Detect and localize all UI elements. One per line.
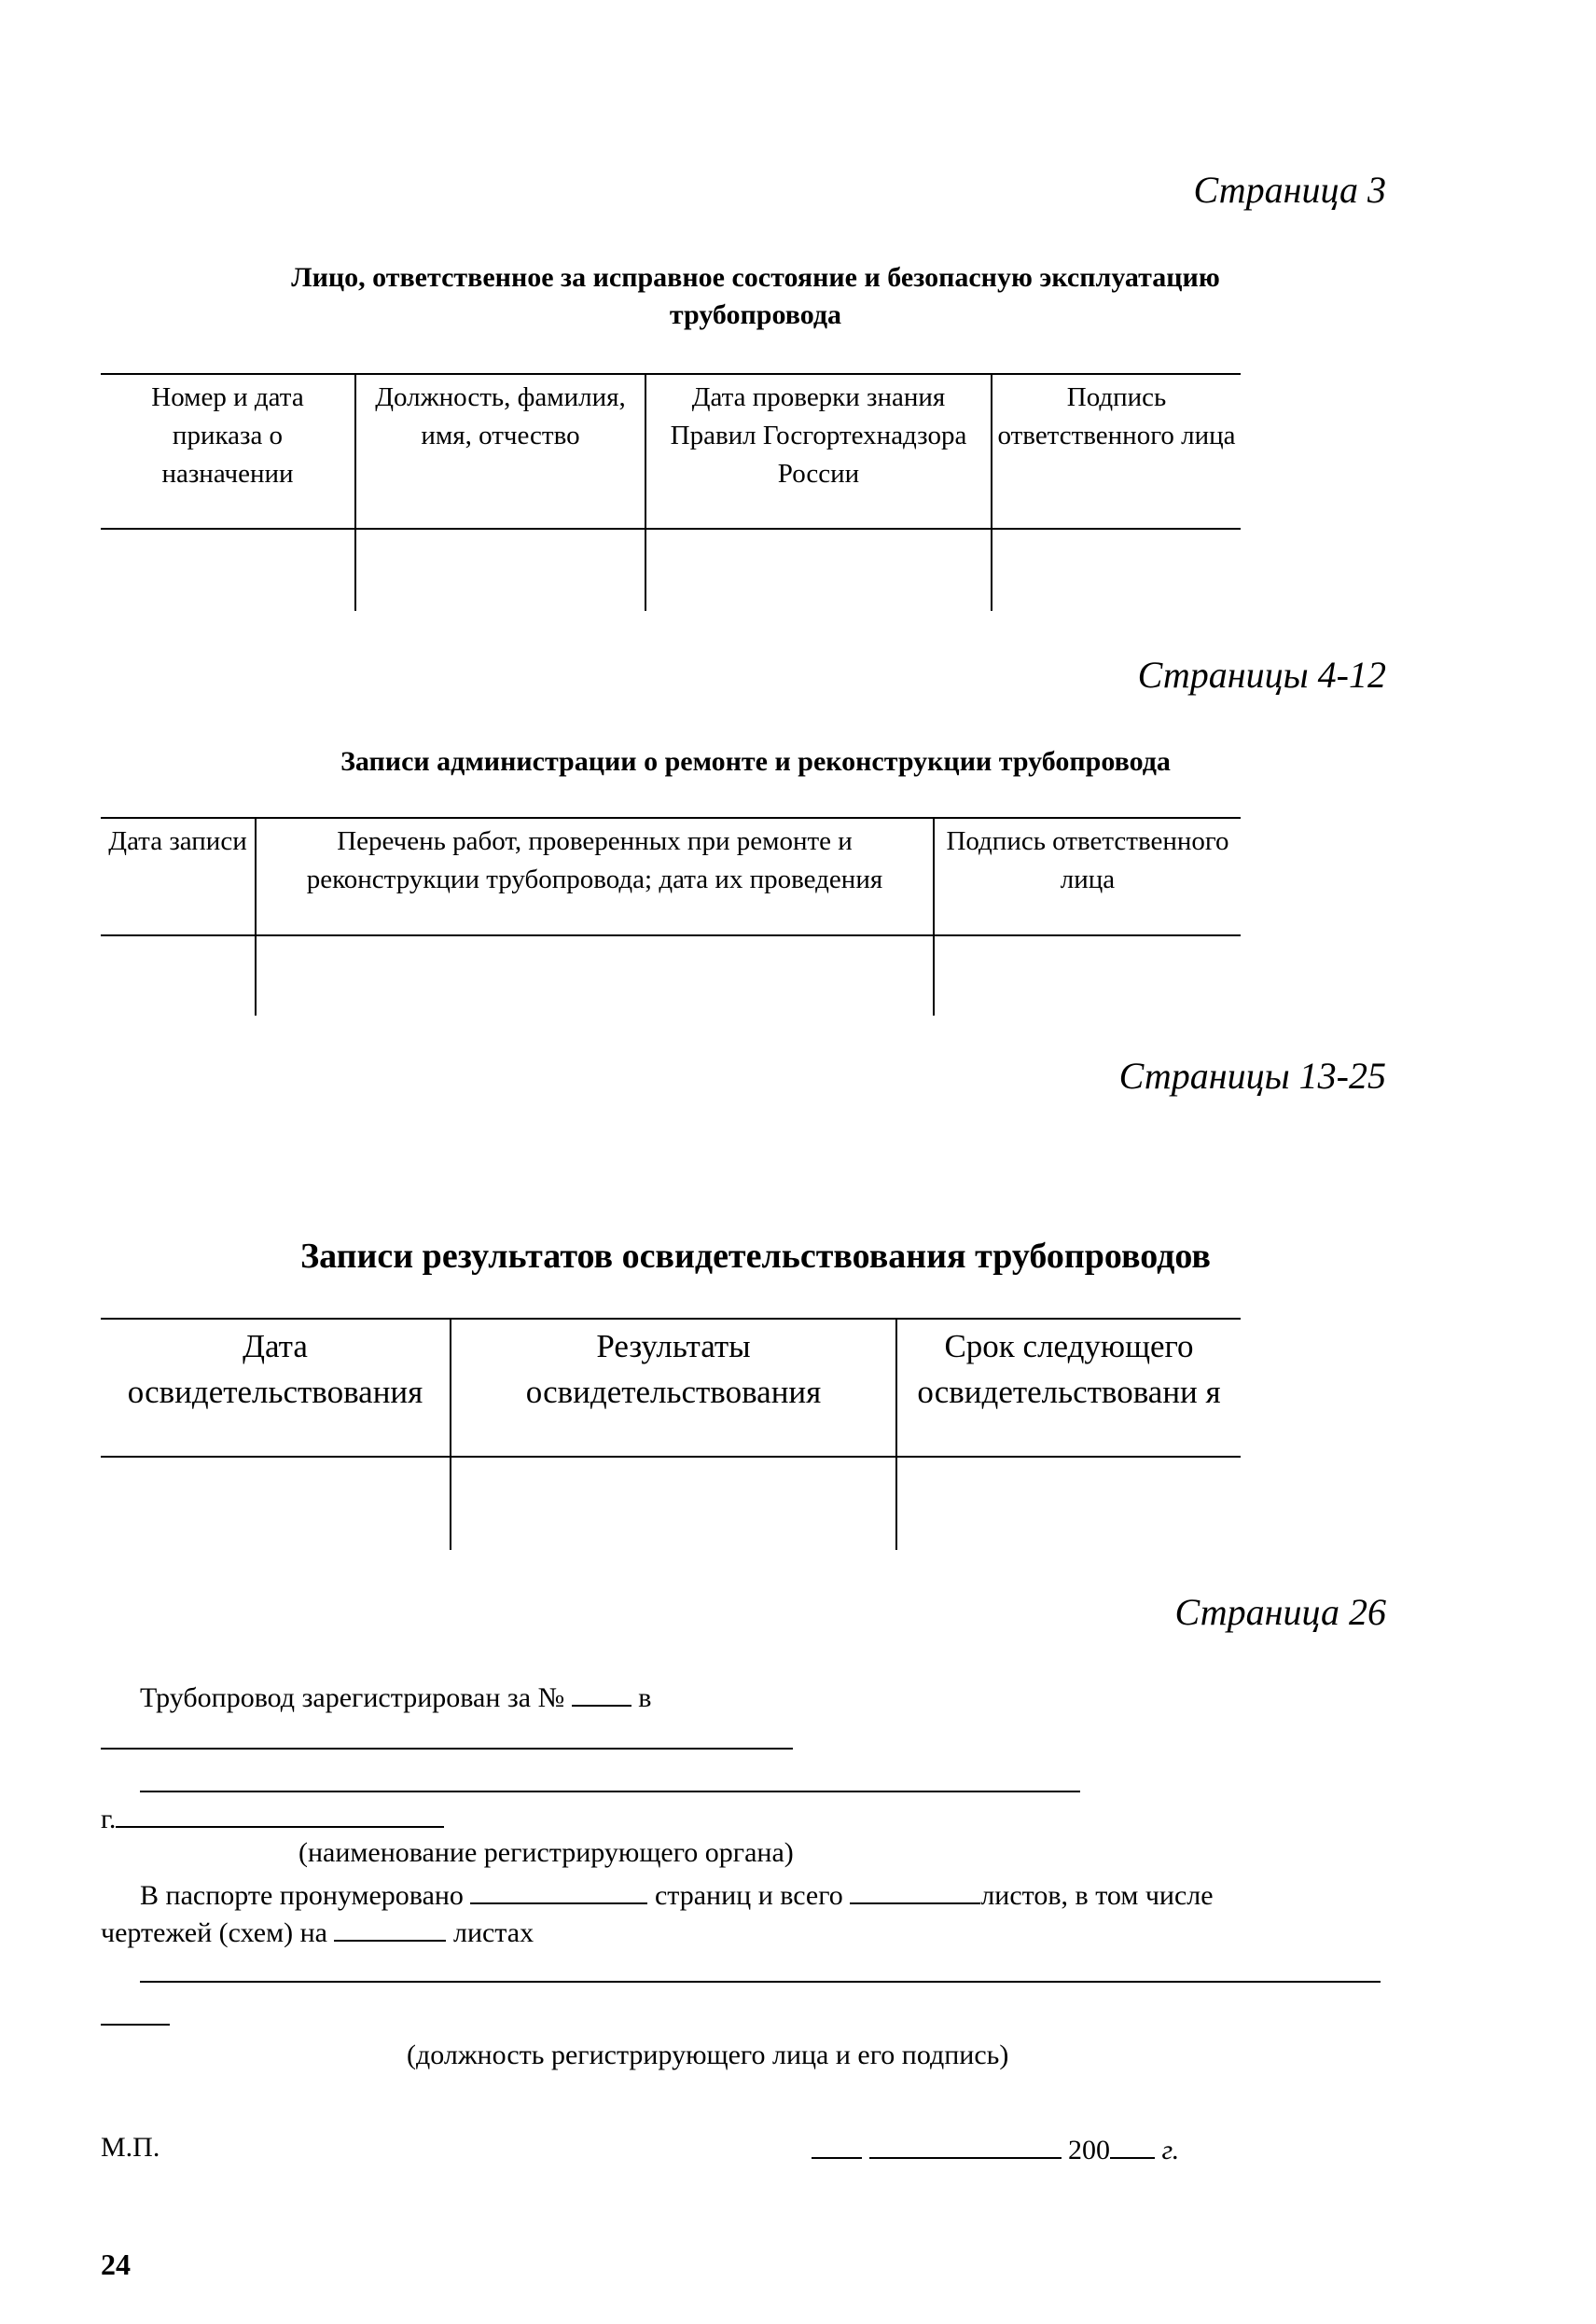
org-caption: (наименование регистрирующего органа): [298, 1837, 794, 1868]
drawings-count-field[interactable]: [334, 1912, 446, 1942]
table-cell: [451, 1457, 896, 1550]
column-header-rules-check-date: Дата проверки знания Правил Госгортехнадзора России: [645, 374, 992, 529]
column-header-signature: Подпись ответственного лица: [934, 818, 1241, 935]
inspection-results-table: [101, 1318, 1241, 1550]
year-digits-field[interactable]: [1110, 2129, 1155, 2159]
numbered-pages-line: [140, 1874, 1214, 1915]
year-prefix-date: 200: [1068, 2135, 1110, 2165]
sheets-count-field[interactable]: [850, 1874, 980, 1904]
table-cell: [896, 1457, 1241, 1550]
numbered-prefix: В паспорте пронумеровано: [140, 1880, 464, 1911]
section-title-inspection-results: Записи результатов освидетельствования трубопроводов: [300, 1237, 1211, 1276]
table-cell: [101, 1457, 451, 1550]
table-cell: [645, 529, 992, 611]
column-header-inspection-results: Результаты освидетельствования: [451, 1319, 896, 1457]
year-field[interactable]: [116, 1798, 444, 1828]
column-header-record-date: Дата записи: [101, 818, 256, 935]
year-prefix: г.: [101, 1804, 117, 1834]
responsible-person-table: [101, 373, 1241, 611]
signer-caption: (должность регистрирующего лица и его подпись): [407, 2040, 1009, 2070]
repair-records-table: [101, 817, 1241, 1016]
table-cell: [992, 529, 1241, 611]
table-row: [101, 1457, 1241, 1550]
date-line: [812, 2129, 1179, 2169]
table-cell: [934, 935, 1241, 1016]
registration-label: Трубопровод зарегистрирован за №: [140, 1682, 565, 1713]
table-row: [101, 935, 1241, 1016]
registration-in-label: в: [638, 1682, 652, 1713]
table-row: [101, 529, 1241, 611]
section-title-responsible-person: [103, 259, 1409, 334]
page-number: 24: [101, 2248, 131, 2281]
section-title-repair-records: Записи администрации о ремонте и реконструкции трубопровода: [340, 746, 1171, 777]
signer-field-line-1[interactable]: [140, 1981, 1381, 1983]
signer-field-line-2[interactable]: [101, 2024, 170, 2026]
registration-line: [140, 1677, 651, 1717]
registration-field-line-2[interactable]: [140, 1791, 1080, 1792]
drawings-suffix: листах: [452, 1917, 534, 1948]
page-label-3: Страница 3: [1193, 169, 1386, 211]
page-label-26: Страница 26: [1174, 1591, 1386, 1633]
table-cell: [256, 935, 934, 1016]
registration-number-field[interactable]: [572, 1677, 631, 1707]
column-header-signature: Подпись ответственного лица: [992, 374, 1241, 529]
column-header-position-name: Должность, фамилия, имя, отчество: [355, 374, 645, 529]
table-cell: [101, 529, 355, 611]
column-header-next-inspection: Срок следующего освидетельствовани я: [896, 1319, 1241, 1457]
column-header-works-list: Перечень работ, проверенных при ремонте и реконструкции трубопровода; дата их проведения: [256, 818, 934, 935]
stamp-label: М.П.: [101, 2132, 160, 2163]
table-cell: [355, 529, 645, 611]
numbered-sheets-label: листов, в том числе: [980, 1880, 1214, 1911]
column-header-order: Номер и дата приказа о назначении: [101, 374, 355, 529]
section-title-line-2: трубопровода: [669, 299, 842, 330]
month-field[interactable]: [869, 2129, 1062, 2159]
page-label-13-25: Страницы 13-25: [1118, 1055, 1386, 1097]
section-title-line-1: Лицо, ответственное за исправное состояние и безопасную эксплуатацию: [291, 262, 1220, 293]
table-cell: [101, 935, 256, 1016]
numbered-pages-label: страниц и всего: [654, 1880, 843, 1911]
drawings-prefix: чертежей (схем) на: [101, 1917, 327, 1948]
page-label-4-12: Страницы 4-12: [1137, 654, 1386, 696]
pages-count-field[interactable]: [470, 1874, 647, 1904]
year-suffix: г.: [1161, 2135, 1180, 2165]
column-header-inspection-date: Дата освидетельствования: [101, 1319, 451, 1457]
drawings-line: [101, 1912, 534, 1952]
registration-field-line-1[interactable]: [101, 1748, 793, 1750]
day-field[interactable]: [812, 2129, 862, 2159]
year-line: [101, 1798, 444, 1838]
